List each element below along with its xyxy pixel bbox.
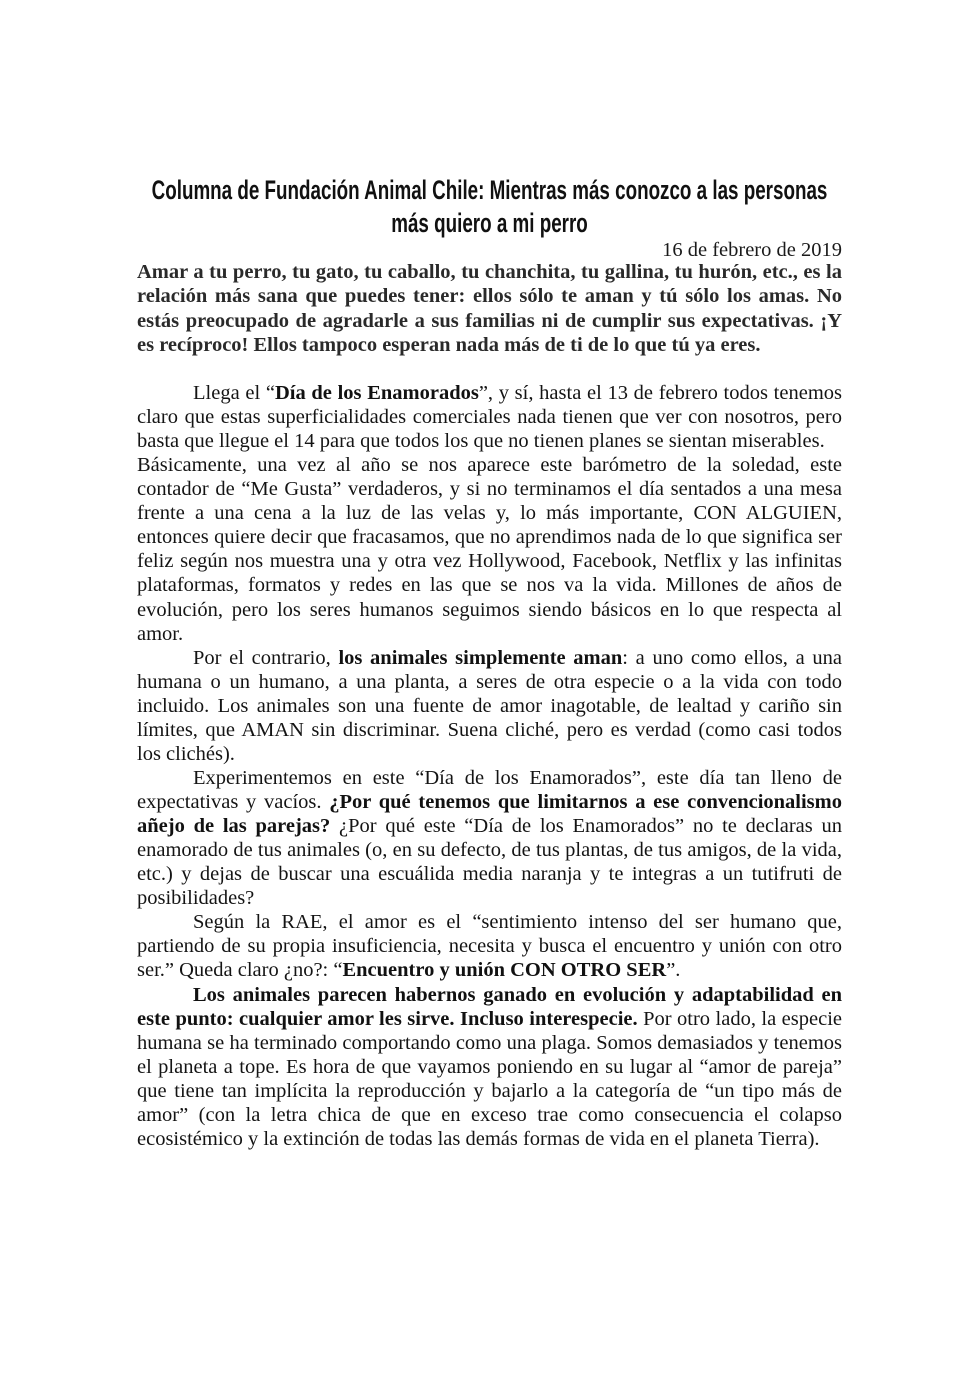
body-paragraph-5 xyxy=(137,910,842,982)
emphasis-text: los animales simplemente aman xyxy=(338,646,623,669)
publication-date: 16 de febrero de 2019 xyxy=(662,239,842,261)
text-run: Básicamente, una vez al año se nos aparece este barómetro de la soledad, este contador de “Me Gusta” verdaderos, y si no terminamos el día sentados a una mesa frente a una cena a la luz de las velas y, lo más importante, CON ALGUIEN, entonces quiere decir que fracasamos, que no aprendimos nada de lo que significa ser feliz según nos muestra una y otra vez Hollywood, Facebook, Netflix y las infinitas plataformas, formatos y redes en las que se nos va la vida. Millones de años de evolución, pero los seres humanos seguimos siendo básicos en lo que respecta al amor. xyxy=(137,454,842,645)
text-run: Por otro lado, la especie humana se ha terminado comportando como una plaga. Somos demasiados y tenemos el planeta a tope. Es hora de que vayamos poniendo en su lugar al “amor de pareja” que tiene tan implícita la reproducción y bajarlo a la categoría de “un tipo más de amor” (con la letra chica de que en exceso trae como consecuencia el colapso ecosistémico y la extinción de todas las demás formas de vida en el planeta Tierra). xyxy=(137,1007,842,1150)
article-title xyxy=(137,174,842,240)
title-line-1: Columna de Fundación Animal Chile: Mientras más conozco a las personas xyxy=(151,175,828,205)
body-paragraph-3 xyxy=(137,646,842,766)
emphasis-text: Encuentro y unión CON OTRO SER xyxy=(342,959,667,982)
text-run: : a uno como ellos, a una humana o un humano, a una planta, a seres de otra especie o a la vida con todo incluido. Los animales son una fuente de amor inagotable, de lealtad y cariño sin límites, que AMAN sin discriminar. Suena cliché, pero es verdad (como casi todos los clichés). xyxy=(137,646,842,765)
text-run: Llega el “ xyxy=(193,381,275,404)
text-run: ”. xyxy=(666,959,681,982)
text-run: ¿Por qué este “Día de los Enamorados” no te declaras un enamorado de tus animales (o, en su defecto, de tus plantas, de tus amigos, de la vida, etc.) y dejas de buscar una escuálida media naranja y te integras a un tutifruti de posibilidades? xyxy=(137,815,842,910)
article-body xyxy=(137,381,842,1151)
text-run: Experimentemos en este “Día de los Enamorados”, este día tan lleno de expectativas y vacíos. xyxy=(137,766,842,814)
lead-paragraph: Amar a tu perro, tu gato, tu caballo, tu chanchita, tu gallina, tu hurón, etc., es la relación más sana que puedes tener: ellos sólo te aman y tú sólo los amas. No estás preocupado de agradarle a sus familias ni de cumplir sus expectativas. ¡Y es recíproco! Ellos tampoco esperan nada más de ti de lo que tú ya eres. xyxy=(137,261,842,356)
article-column xyxy=(137,174,842,1151)
emphasis-text: Los animales parecen habernos ganado en evolución y adaptabilidad en este punto: cualquier amor les sirve. Incluso interespecie. xyxy=(137,983,842,1030)
article-title-text xyxy=(137,174,842,240)
body-paragraph-4 xyxy=(137,766,842,910)
emphasis-text: ¿Por qué tenemos que limitarnos a ese convencionalismo añejo de las parejas? xyxy=(137,791,842,838)
body-paragraph-1 xyxy=(137,381,842,453)
body-paragraph-2 xyxy=(137,453,842,646)
body-paragraph-6 xyxy=(137,983,842,1151)
title-line-2: más quiero a mi perro xyxy=(391,208,588,238)
text-run: Según la RAE, el amor es el “sentimiento intenso del ser humano que, partiendo de su propia insuficiencia, necesita y busca el encuentro y unión con otro ser.” Queda claro ¿no?: “ xyxy=(137,911,842,982)
text-run: ”, y sí, hasta el 13 de febrero todos tenemos claro que estas superficialidades comerciales nada tienen que ver con nosotros, pero basta que llegue el 14 para que todos los que no tienen planes se sientan miserables. xyxy=(137,381,842,453)
emphasis-text: Día de los Enamorados xyxy=(274,381,479,404)
text-run: Por el contrario, xyxy=(193,646,339,669)
